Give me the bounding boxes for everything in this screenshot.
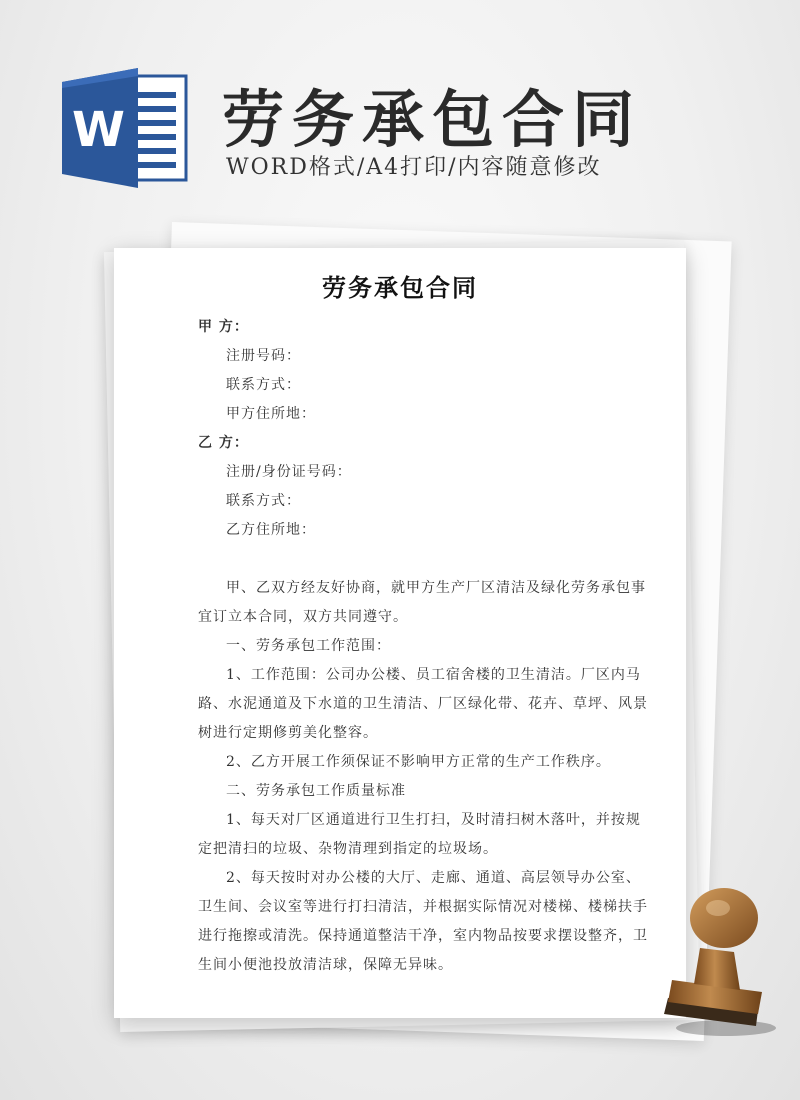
party-a-field: 联系方式： — [226, 377, 301, 393]
party-a-field: 甲方住所地： — [226, 406, 316, 422]
page-title: 劳务承包合同 — [222, 83, 643, 156]
document-paper — [114, 248, 686, 1018]
section-heading: 一、劳务承包工作范围： — [226, 638, 391, 654]
word-logo-icon — [62, 68, 192, 188]
body-line: 定把清扫的垃圾、杂物清理到指定的垃圾场。 — [198, 841, 498, 857]
party-b-field: 乙方住所地： — [226, 522, 316, 538]
body-line: 2、乙方开展工作须保证不影响甲方正常的生产工作秩序。 — [226, 754, 611, 770]
body-line: 宜订立本合同，双方共同遵守。 — [198, 609, 408, 625]
body-line: 卫生间、会议室等进行打扫清洁，并根据实际情况对楼梯、楼梯扶手 — [198, 899, 648, 915]
document-title: 劳务承包合同 — [322, 273, 478, 302]
wooden-stamp-icon — [648, 878, 778, 1038]
body-line: 树进行定期修剪美化整容。 — [198, 725, 378, 741]
body-line: 甲、乙双方经友好协商，就甲方生产厂区清洁及绿化劳务承包事 — [226, 580, 646, 596]
body-line: 1、工作范围：公司办公楼、员工宿舍楼的卫生清洁。厂区内马 — [226, 667, 641, 683]
party-a-label: 甲 方： — [198, 319, 249, 335]
page-subtitle: WORD格式/A4打印/内容随意修改 — [226, 155, 602, 180]
body-line: 进行拖擦或清洗。保持通道整洁干净，室内物品按要求摆设整齐，卫 — [198, 928, 648, 944]
party-b-field: 注册/身份证号码： — [226, 464, 352, 480]
body-line: 1、每天对厂区通道进行卫生打扫，及时清扫树木落叶，并按规 — [226, 812, 641, 828]
body-line: 2、每天按时对办公楼的大厅、走廊、通道、高层领导办公室、 — [226, 870, 641, 886]
section-heading: 二、劳务承包工作质量标准 — [226, 783, 406, 799]
party-b-label: 乙 方： — [198, 435, 249, 451]
body-line: 路、水泥通道及下水道的卫生清洁、厂区绿化带、花卉、草坪、风景 — [198, 696, 648, 712]
party-b-field: 联系方式： — [226, 493, 301, 509]
body-line: 生间小便池投放清洁球，保障无异味。 — [198, 957, 453, 973]
logo-letter: W — [72, 102, 125, 158]
party-a-field: 注册号码： — [226, 348, 301, 364]
